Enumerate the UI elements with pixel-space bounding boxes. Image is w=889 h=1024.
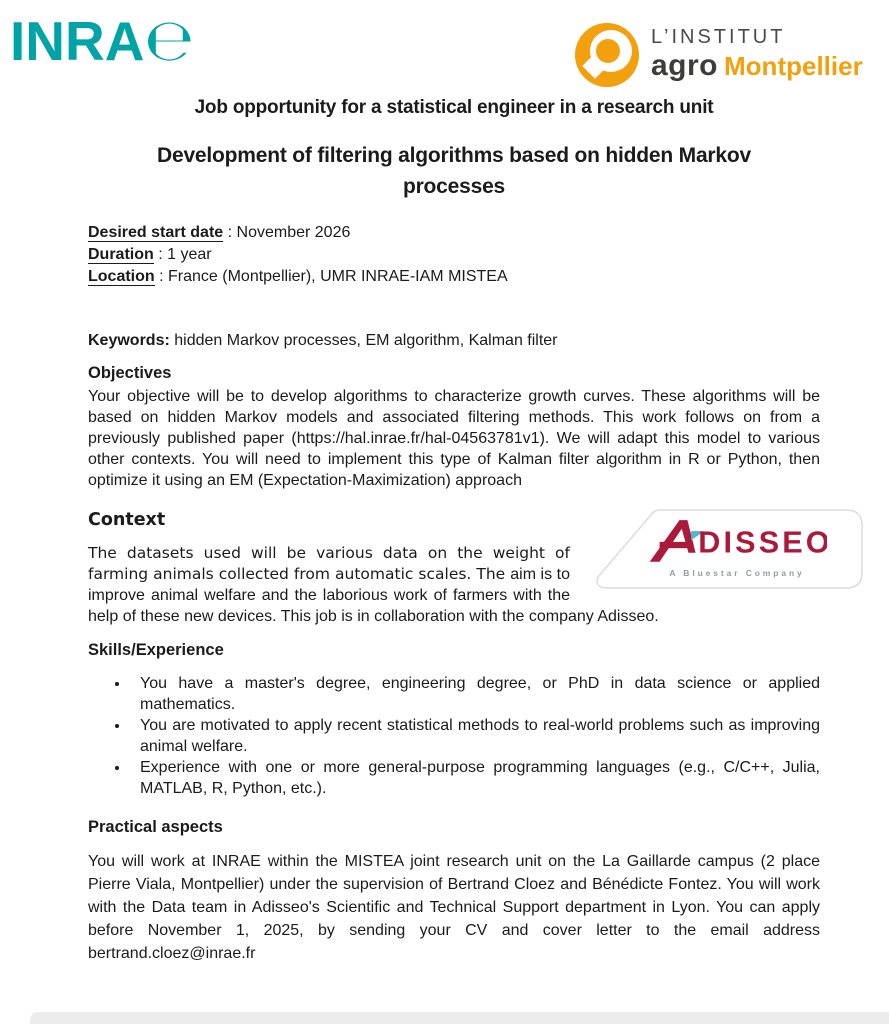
adisseo-logo-card [590,507,865,591]
skills-bullet-degree: • You have a master's degree, engineering degree, or PhD in data science or applied mathematics. [130,673,820,715]
location-label: Location [88,268,155,285]
context-paragraph-narrow: aim is to improve animal welfare and the laborious work of farmers with the help of these new devices. This job is in collaboration with the company Adisseo. [88,566,659,625]
inrae-logo [10,6,195,74]
objectives-heading: Objectives [88,364,172,382]
duration-label: Duration [88,246,154,263]
keywords-label: Keywords: [88,332,170,349]
meta-separator: : [153,246,168,263]
meta-row-location [88,266,820,288]
adisseo-tagline: A Bluestar Company [669,568,805,578]
context-heading: Context [88,510,166,530]
adisseo-logo [642,520,832,578]
institut-agro-logo [575,23,863,88]
skills-heading: Skills/Experience [88,641,224,659]
skills-list [88,673,820,799]
meta-row-duration [88,244,820,266]
document-title: Job opportunity for a statistical engineer in a research unit [194,97,714,118]
keywords-value: hidden Markov processes, EM algorithm, Kalman filter [169,332,558,349]
agro-montpellier-label: Montpellier [724,51,863,81]
keywords-line [88,332,820,350]
context-paragraph-wide: The datasets used will be various data on the weight of farming animals collected from automatic scales. The [88,544,570,583]
start-date-label: Desired start date [88,224,224,241]
agro-speech-bubble-icon [575,23,639,87]
start-date-value: November 2026 [236,224,351,241]
agro-bubble-dot [596,39,620,63]
agro-institut-label: L’INSTITUT [651,26,786,48]
footer-strip [30,1012,889,1024]
meta-separator: : [223,224,237,241]
practical-paragraph: You will work at INRAE within the MISTEA joint research unit on the La Gaillarde campus (2 place Pierre Viala, Montpellier) under the supervision of Bertrand Cloez and Bénédicte Fontez. You will work with the Data team in Adisseo's Scientific and Technical Support department in Lyon. You can apply before November 1, 2025, by sending your CV and cover letter to the email address bertrand.cloez@inrae.fr [88,853,820,962]
skills-bullet-programming: • Experience with one or more general-purpose programming languages (e.g., C/C++, Julia, MATLAB, R, Python, etc.). [130,757,820,799]
document-body [88,96,827,965]
location-value: France (Montpellier), UMR INRAE-IAM MISTEA [168,268,508,285]
practical-heading: Practical aspects [88,818,223,836]
document-subtitle: Development of filtering algorithms based on hidden Markov processes [157,144,751,198]
meta-separator: : [154,268,169,285]
meta-row-start-date [88,222,820,244]
adisseo-stylized-a-icon [647,520,827,562]
objectives-paragraph: Your objective will be to develop algorithms to characterize growth curves. These algorithms will be based on hidden Markov models and associated filtering methods. This work follows on from a previously published paper (https://hal.inrae.fr/hal-04563781v1). We will adapt this model to various other contexts. You will need to implement this type of Kalman filter algorithm in R or Python, then optimize it using an EM (Expectation-Maximization) approach [88,388,820,489]
duration-value: 1 year [167,246,212,263]
inrae-wordmark: INRA [10,10,145,72]
adisseo-wordmark: DISSEO [698,525,827,560]
context-section [88,509,827,627]
skills-bullet-motivation: • You are motivated to apply recent statistical methods to real-world problems such as improving animal welfare. [130,715,820,757]
inrae-leaf-e-icon: ℮ [144,6,195,74]
agro-word: agro [651,49,719,82]
agro-logo-text [651,23,863,88]
job-meta-block [88,222,820,288]
